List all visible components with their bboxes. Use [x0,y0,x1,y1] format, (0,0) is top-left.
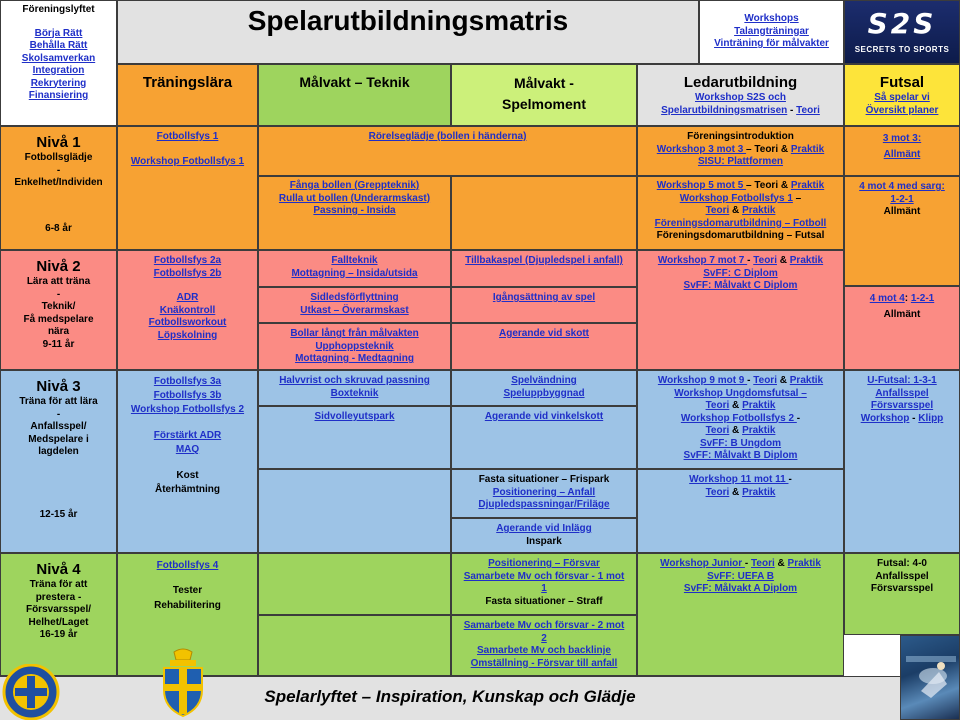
link-workshop-3mot3[interactable]: Workshop 3 mot 3 [656,143,747,155]
level2-traningslara [117,250,258,370]
link-praktik-7mot7[interactable]: Praktik [789,255,824,266]
level1-rorelse [258,126,637,176]
link-tillbakaspel[interactable]: Tillbakaspel (Djupledspel i anfall) [465,255,623,266]
link-borja-ratt[interactable]: Börja Rätt [34,27,83,39]
link-workshop-futsal[interactable]: Workshop [860,412,910,424]
link-praktik-11mot11[interactable]: Praktik [742,486,776,498]
link-speluppbyggnad[interactable]: Speluppbyggnad [503,387,585,399]
level1-malvakt-teknik [258,176,451,250]
level3-mt-row2 [258,406,451,469]
link-sisu[interactable]: SISU: Plattformen [697,156,783,167]
level1-malvakt-spelmoment [451,176,637,250]
link-fanga-bollen[interactable]: Fånga bollen (Greppteknik) [289,180,420,191]
header-malvakt-spelmoment: Målvakt - Spelmoment [451,64,637,126]
link-fotbollsfys2b[interactable]: Fotbollsfys 2b [153,267,222,279]
level3-traningslara: Fotbollsfys 3a Fotbollsfys 3b Workshop Fotbollsfys 2 Förstärkt ADR MAQ Kost Återhämtning [117,370,258,553]
link-boxteknik[interactable]: Boxteknik [330,387,379,399]
link-oversikt-planer[interactable]: Översikt planer [865,104,939,116]
svff-logo[interactable] [160,646,206,718]
link-agerande-skott[interactable]: Agerande vid skott [498,328,590,339]
link-fotbollsfys2a[interactable]: Fotbollsfys 2a [153,255,222,266]
link-allmant-3mot3[interactable]: Allmänt [883,149,921,160]
header-malvakt-teknik: Målvakt – Teknik [258,64,451,126]
link-workshop-junior[interactable]: Workshop Junior [660,558,745,569]
link-rorelseglad[interactable]: Rörelseglädje (bollen i händerna) [368,131,527,142]
link-121[interactable]: 1-2-1 [910,293,935,304]
link-svff-malvakt-a[interactable]: SvFF: Målvakt A Diplom [683,583,798,594]
link-spelvandning[interactable]: Spelvändning [511,375,577,386]
level4-mt-row1 [258,553,451,615]
level3-mt-row3 [258,469,451,553]
link-praktik-3mot3[interactable]: Praktik [790,143,825,155]
level3-ms-row4: Agerande vid Inlägg Inspark [451,518,637,553]
link-adr[interactable]: ADR [176,292,199,303]
link-workshop-9mot9[interactable]: Workshop 9 mot 9 [657,375,748,386]
goalkeeper-photo[interactable] [900,635,960,720]
s2s-logo-tagline: SECRETS TO SPORTS [854,45,950,54]
level4-ledar: Workshop Junior - Teori & Praktik SvFF: UEFA B SvFF: Målvakt A Diplom [637,553,844,676]
level1-ledar-row2: Workshop 5 mot 5 – Teori & Praktik Workshop Fotbollsfys 1 – Teori & Praktik Föreningsdomarutbildning – Fotboll Föreningsdomarutbildning – Futsal [637,176,844,250]
level1-futsal-row2: 4 mot 4 med sarg: 1-2-1 Allmänt [844,176,960,286]
level3-label: Nivå 3 Träna för att lära - Anfallsspel/ Medspelare i lagdelen 12-15 år [0,370,117,553]
link-svff-malvakt-b[interactable]: SvFF: Målvakt B Diplom [683,450,798,461]
link-svff-b-ungdom[interactable]: SvFF: B Ungdom [699,437,782,449]
link-fotbollsfys3b[interactable]: Fotbollsfys 3b [153,390,222,401]
top-links-box [699,0,844,64]
level1-age: 6-8 år [45,222,72,234]
link-sa-spelar-vi[interactable]: Så spelar vi [874,92,930,103]
link-skolsamverkan[interactable]: Skolsamverkan [21,52,96,64]
link-forstarkt-adr[interactable]: Förstärkt ADR [153,430,222,441]
link-workshop-fotbollsfys2-ledar[interactable]: Workshop Fotbollsfys 2 [680,412,797,424]
footer-bar [0,676,900,720]
link-workshop-fotbollsfys1[interactable]: Workshop Fotbollsfys 1 [130,155,245,167]
level1-traningslara [117,126,258,250]
club-logo[interactable] [2,664,60,720]
level2-mt-row2 [258,287,451,323]
link-praktik-ungdomsfutsal[interactable]: Praktik [742,400,776,411]
link-upphoppsteknik[interactable]: Upphoppsteknik [315,340,394,352]
link-teori-header[interactable]: Teori [796,104,820,116]
link-samarbete-1mot1[interactable]: Samarbete Mv och försvar - 1 mot 1 [463,570,625,594]
link-rekrytering[interactable]: Rekrytering [30,77,87,89]
level2-label: Nivå 2 Lära att träna - Teknik/ Få medspelare nära 9-11 år [0,250,117,370]
level4-traningslara: Fotbollsfys 4 Tester Rehabilitering [117,553,258,676]
level2-ms-row2 [451,287,637,323]
header-ledarutbildning: Ledarutbildning Workshop S2S och Spelarutbildningsmatrisen - Teori [637,64,844,126]
link-teori-fys2[interactable]: Teori [705,425,730,436]
link-halvvrist[interactable]: Halvvrist och skruvad passning [279,375,430,386]
header-futsal: Futsal Så spelar vi Översikt planer [844,64,960,126]
level3-ledar1: Workshop 9 mot 9 - Teori & Praktik Workshop Ungdomsfutsal – Teori & Praktik Workshop Fotbollsfys 2 - Teori & Praktik SvFF: B Ungdom SvFF: Målvakt B Diplom [637,370,844,469]
link-teori-fys1[interactable]: Teori [705,205,730,216]
link-mottagning-insida[interactable]: Mottagning – Insida/utsida [291,267,418,279]
link-workshop-ungdomsfutsal[interactable]: Workshop Ungdomsfutsal – [674,387,807,399]
link-foreningsdomar-fotboll[interactable]: Föreningsdomarutbildning – Fotboll [654,217,827,229]
link-svff-malvakt-c[interactable]: SvFF: Målvakt C Diplom [683,280,798,291]
link-agerande-inlagg[interactable]: Agerande vid Inlägg [496,523,592,534]
link-bollar-langt[interactable]: Bollar långt från målvakten [290,328,419,339]
link-praktik-5mot5[interactable]: Praktik [790,180,825,191]
link-fallteknik[interactable]: Fallteknik [331,255,378,266]
link-teori-11mot11[interactable]: Teori [705,486,730,498]
link-lopskolning[interactable]: Löpskolning [157,329,218,341]
link-workshops[interactable]: Workshops [744,13,799,24]
level3-ms-row3: Fasta situationer – Frispark Positionering – Anfall Djupledspassningar/Friläge [451,469,637,518]
level2-ledar: Workshop 7 mot 7 - Teori & Praktik SvFF: C Diplom SvFF: Målvakt C Diplom [637,250,844,370]
header-traningslara: Träningslära [117,64,258,126]
level2-mt-row1 [258,250,451,287]
link-positionering-anfall[interactable]: Positionering – Anfall [492,486,596,498]
level2-ms-row1 [451,250,637,287]
link-121-sarg[interactable]: 1-2-1 [890,193,914,205]
link-forsvarsspel-futsal[interactable]: Försvarsspel [870,400,934,411]
level3-mt-row1 [258,370,451,406]
link-sidledsforflyttning[interactable]: Sidledsförflyttning [310,292,399,303]
svff-shield-icon [160,646,206,718]
level3-ms-row2 [451,406,637,469]
link-workshop-11mot11[interactable]: Workshop 11 mot 11 [689,474,789,485]
link-knakontroll[interactable]: Knäkontroll [159,304,216,316]
link-sidvolleyutspark[interactable]: Sidvolleyutspark [314,411,395,422]
link-behalla-ratt[interactable]: Behålla Rätt [29,40,88,51]
link-integration[interactable]: Integration [32,65,85,76]
level3-age: 12-15 år [39,508,78,520]
link-fotbollsfys1[interactable]: Fotbollsfys 1 [156,131,219,142]
link-talangtraningar[interactable]: Talangträningar [734,25,809,37]
link-4mot4-sarg[interactable]: 4 mot 4 med sarg: [859,181,945,192]
level4-label: Nivå 4 Träna för att prestera - Försvarsspel/ Helhet/Laget 16-19 år [0,553,117,676]
link-workshop-fotbollsfys2[interactable]: Workshop Fotbollsfys 2 [130,404,245,415]
link-vinkelskott[interactable]: Agerande vid vinkelskott [484,411,604,422]
link-samarbete-backlinje[interactable]: Samarbete Mv och backlinje [477,645,611,656]
s2s-logo[interactable] [844,0,960,64]
level1-ledar-row1: Föreningsintroduktion Workshop 3 mot 3 – Teori & Praktik SISU: Plattformen [637,126,844,176]
link-praktik-fys1[interactable]: Praktik [742,205,776,216]
level2-futsal: 4 mot 4: 1-2-1 Allmänt [844,286,960,370]
level3-ms-row1 [451,370,637,406]
s2s-logo-text: S2S [867,7,937,40]
page-title: Spelarutbildningsmatris [247,5,569,36]
link-fotbollsfys4[interactable]: Fotbollsfys 4 [156,560,219,571]
title-box [117,0,699,64]
level2-ms-row3 [451,323,637,370]
link-workshop-s2s[interactable]: Workshop S2S och [695,92,786,103]
level3-futsal: U-Futsal: 1-3-1 Anfallsspel Försvarsspel Workshop - Klipp [844,370,960,553]
level4-ms-row2 [451,615,637,676]
goalkeeper-photo-graphic [901,636,960,720]
link-u-futsal[interactable]: U-Futsal: 1-3-1 [867,375,937,386]
link-fotbollsworkout[interactable]: Fotbollsworkout [148,317,227,328]
club-logo-graphic [2,664,60,720]
level3-ledar2: Workshop 11 mot 11 - Teori & Praktik [637,469,844,553]
link-omstallning[interactable]: Omställning - Försvar till anfall [470,657,618,669]
link-teori-junior[interactable]: Teori [751,558,775,569]
link-teori-ungdomsfutsal[interactable]: Teori [705,400,730,411]
link-4mot4[interactable]: 4 mot 4 [869,293,905,304]
link-praktik-junior[interactable]: Praktik [787,558,821,569]
foreningslyftet-title: Föreningslyftet [22,4,95,15]
link-svff-uefa-b[interactable]: SvFF: UEFA B [707,570,774,582]
link-fotbollsfys3a[interactable]: Fotbollsfys 3a [153,376,222,387]
link-maq[interactable]: MAQ [175,444,200,455]
link-praktik-9mot9[interactable]: Praktik [789,375,824,386]
link-samarbete-2mot2[interactable]: Samarbete Mv och försvar - 2 mot 2 [463,620,625,644]
link-workshop-fotbollsfys1-ledar[interactable]: Workshop Fotbollsfys 1 [679,192,793,204]
link-anfallsspel-futsal[interactable]: Anfallsspel [875,387,929,399]
link-finansiering[interactable]: Finansiering [28,90,89,101]
link-praktik-fys2[interactable]: Praktik [742,425,776,436]
level4-futsal: Futsal: 4-0 Anfallsspel Försvarsspel [844,553,960,635]
level4-ms-row1: Positionering – Försvar Samarbete Mv och försvar - 1 mot 1 Fasta situationer – Straff [451,553,637,615]
level2-mt-row3 [258,323,451,370]
link-utkast[interactable]: Utkast – Överarmskast [300,304,409,316]
link-3mot3-futsal[interactable]: 3 mot 3: [882,133,922,144]
level1-futsal-row1 [844,126,960,176]
link-svff-c-diplom[interactable]: SvFF: C Diplom [703,267,778,279]
link-positionering-forsvar[interactable]: Positionering – Försvar [488,558,600,569]
link-workshop-7mot7[interactable]: Workshop 7 mot 7 [657,255,748,266]
link-mottagning-medtagning[interactable]: Mottagning - Medtagning [295,353,414,364]
link-spelarutbildningsmatrisen[interactable]: Spelarutbildningsmatrisen [661,104,788,116]
link-rulla-ut-bollen[interactable]: Rulla ut bollen (Underarmskast) [278,192,431,204]
link-workshop-5mot5[interactable]: Workshop 5 mot 5 [656,180,747,191]
link-klipp[interactable]: Klipp [918,412,944,424]
link-igangsattning[interactable]: Igångsättning av spel [492,292,596,303]
link-passning-insida[interactable]: Passning - Insida [313,205,396,216]
level4-mt-row2 [258,615,451,676]
link-teori-7mot7[interactable]: Teori [753,255,777,266]
link-vintraning[interactable]: Vinträning för målvakter [714,38,829,49]
footer-slogan: Spelarlyftet – Inspiration, Kunskap och Glädje [264,687,636,706]
foreningslyftet-box [0,0,117,126]
link-teori-9mot9[interactable]: Teori [753,375,777,386]
link-djupledspassningar[interactable]: Djupledspassningar/Friläge [478,499,610,510]
level1-label: Nivå 1 Fotbollsglädje - Enkelhet/Individen 6-8 år [0,126,117,250]
